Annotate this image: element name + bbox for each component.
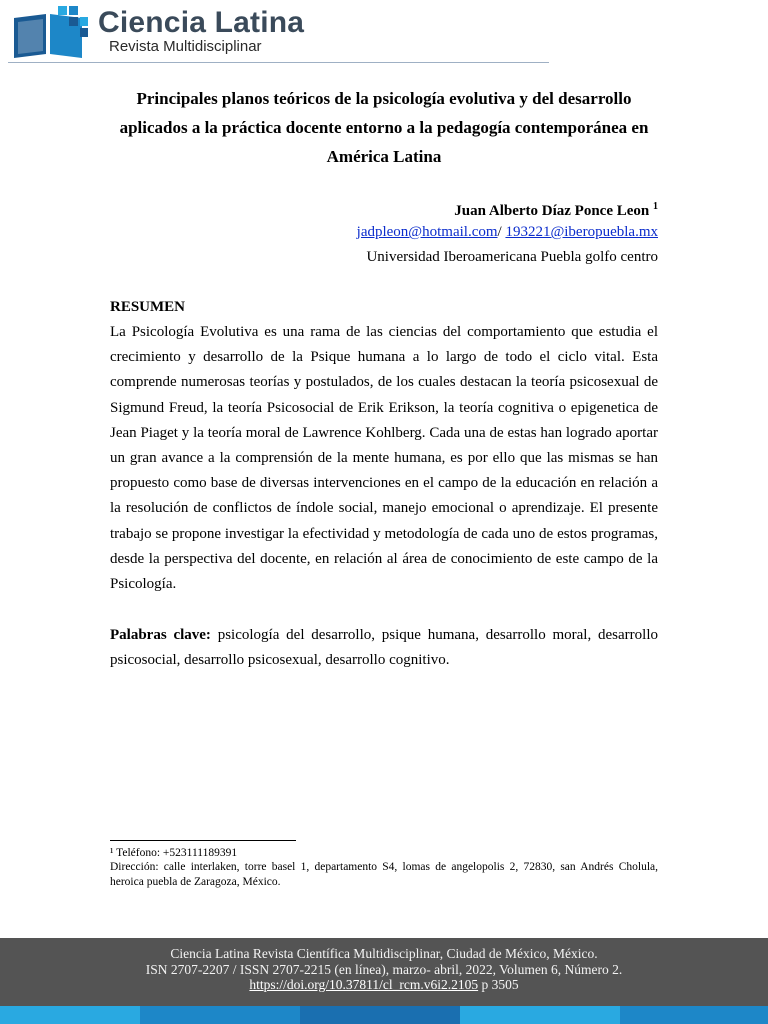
email-link-ibero[interactable]: 193221@iberopuebla.mx <box>505 224 658 240</box>
footer-bar-segment <box>140 1006 300 1024</box>
page-number: p 3505 <box>478 977 519 992</box>
keywords <box>110 623 658 673</box>
author-name-text: Juan Alberto Díaz Ponce Leon <box>454 203 650 219</box>
email-separator: / <box>497 224 502 240</box>
doi-link[interactable]: https://doi.org/10.37811/cl_rcm.v6i2.2105 <box>249 977 479 992</box>
header-divider <box>8 62 549 63</box>
footer-line-2: ISN 2707-2207 / ISSN 2707-2215 (en línea), marzo- abril, 2022, Volumen 6, Número 2. <box>145 961 623 977</box>
footer-color-bar <box>0 1006 768 1024</box>
author-affiliation: Universidad Iberoamericana Puebla golfo centro <box>366 249 658 265</box>
email-link-hotmail[interactable]: jadpleon@hotmail.com <box>356 224 498 240</box>
author-footnote-mark: 1 <box>653 201 658 212</box>
footer-line-1: Ciencia Latina Revista Científica Multidisciplinar, Ciudad de México, México. <box>170 946 598 961</box>
footer-bar-segment <box>620 1006 768 1024</box>
author-emails <box>357 222 658 242</box>
footnote-address: Dirección: calle interlaken, torre basel 1, departamento S4, lomas de angelopolis 2, 72830, san Andrés Cholula, heroica puebla de Zaragoza, México. <box>110 861 658 888</box>
article-title: Principales planos teóricos de la psicología evolutiva y del desarrollo aplicados a la práctica docente entorno a la pedagogía contemporánea en América Latina <box>119 89 649 166</box>
footer-bar-segment <box>460 1006 620 1024</box>
journal-name: Ciencia Latina <box>98 6 305 39</box>
keywords-text: psicología del desarrollo, psique humana, desarrollo moral, desarrollo psicosocial, desarrollo psicosexual, desarrollo cognitivo. <box>110 627 658 669</box>
page-footer <box>0 938 768 1006</box>
keywords-label: Palabras clave: <box>110 627 211 643</box>
journal-subtitle: Revista Multidisciplinar <box>109 38 262 55</box>
book-grid-logo-icon <box>10 4 90 60</box>
footer-bar-segment <box>0 1006 140 1024</box>
footnote-phone: ¹ Teléfono: +523111189391 <box>110 847 238 859</box>
footer-line-3 <box>0 977 768 993</box>
abstract-heading: RESUMEN <box>110 299 186 315</box>
author-name <box>454 197 658 221</box>
footnote-divider <box>110 840 296 841</box>
journal-header <box>8 4 568 66</box>
abstract-body: La Psicología Evolutiva es una rama de las ciencias del comportamiento que estudia el crecimiento y desarrollo de la Psique humana a lo largo de todo el ciclo vital. Esta comprende numerosas teorías y postulados, de los cuales destacan la teoría psicosexual de Sigmund Freud, la teoría Psicosocial de Erik Erikson, la teoría cognitiva o epigenetica de Jean Piaget y la teoría moral de Lawrence Kohlberg. Cada una de estas han logrado aportar un gran avance a la comprensión de la mente humana, es por ello que las mismas se han propuesto como base de diversas intervenciones en el campo de la educación en relación a la resolución de conflictos de índole social, manejo emocional o aprendizaje. El presente trabajo se propone investigar la efectividad y metodología de cada uno de estos programas, desde la perspectiva del docente, en relación al área de conocimiento de este campo de la Psicología. <box>110 324 658 593</box>
footer-bar-segment <box>300 1006 460 1024</box>
